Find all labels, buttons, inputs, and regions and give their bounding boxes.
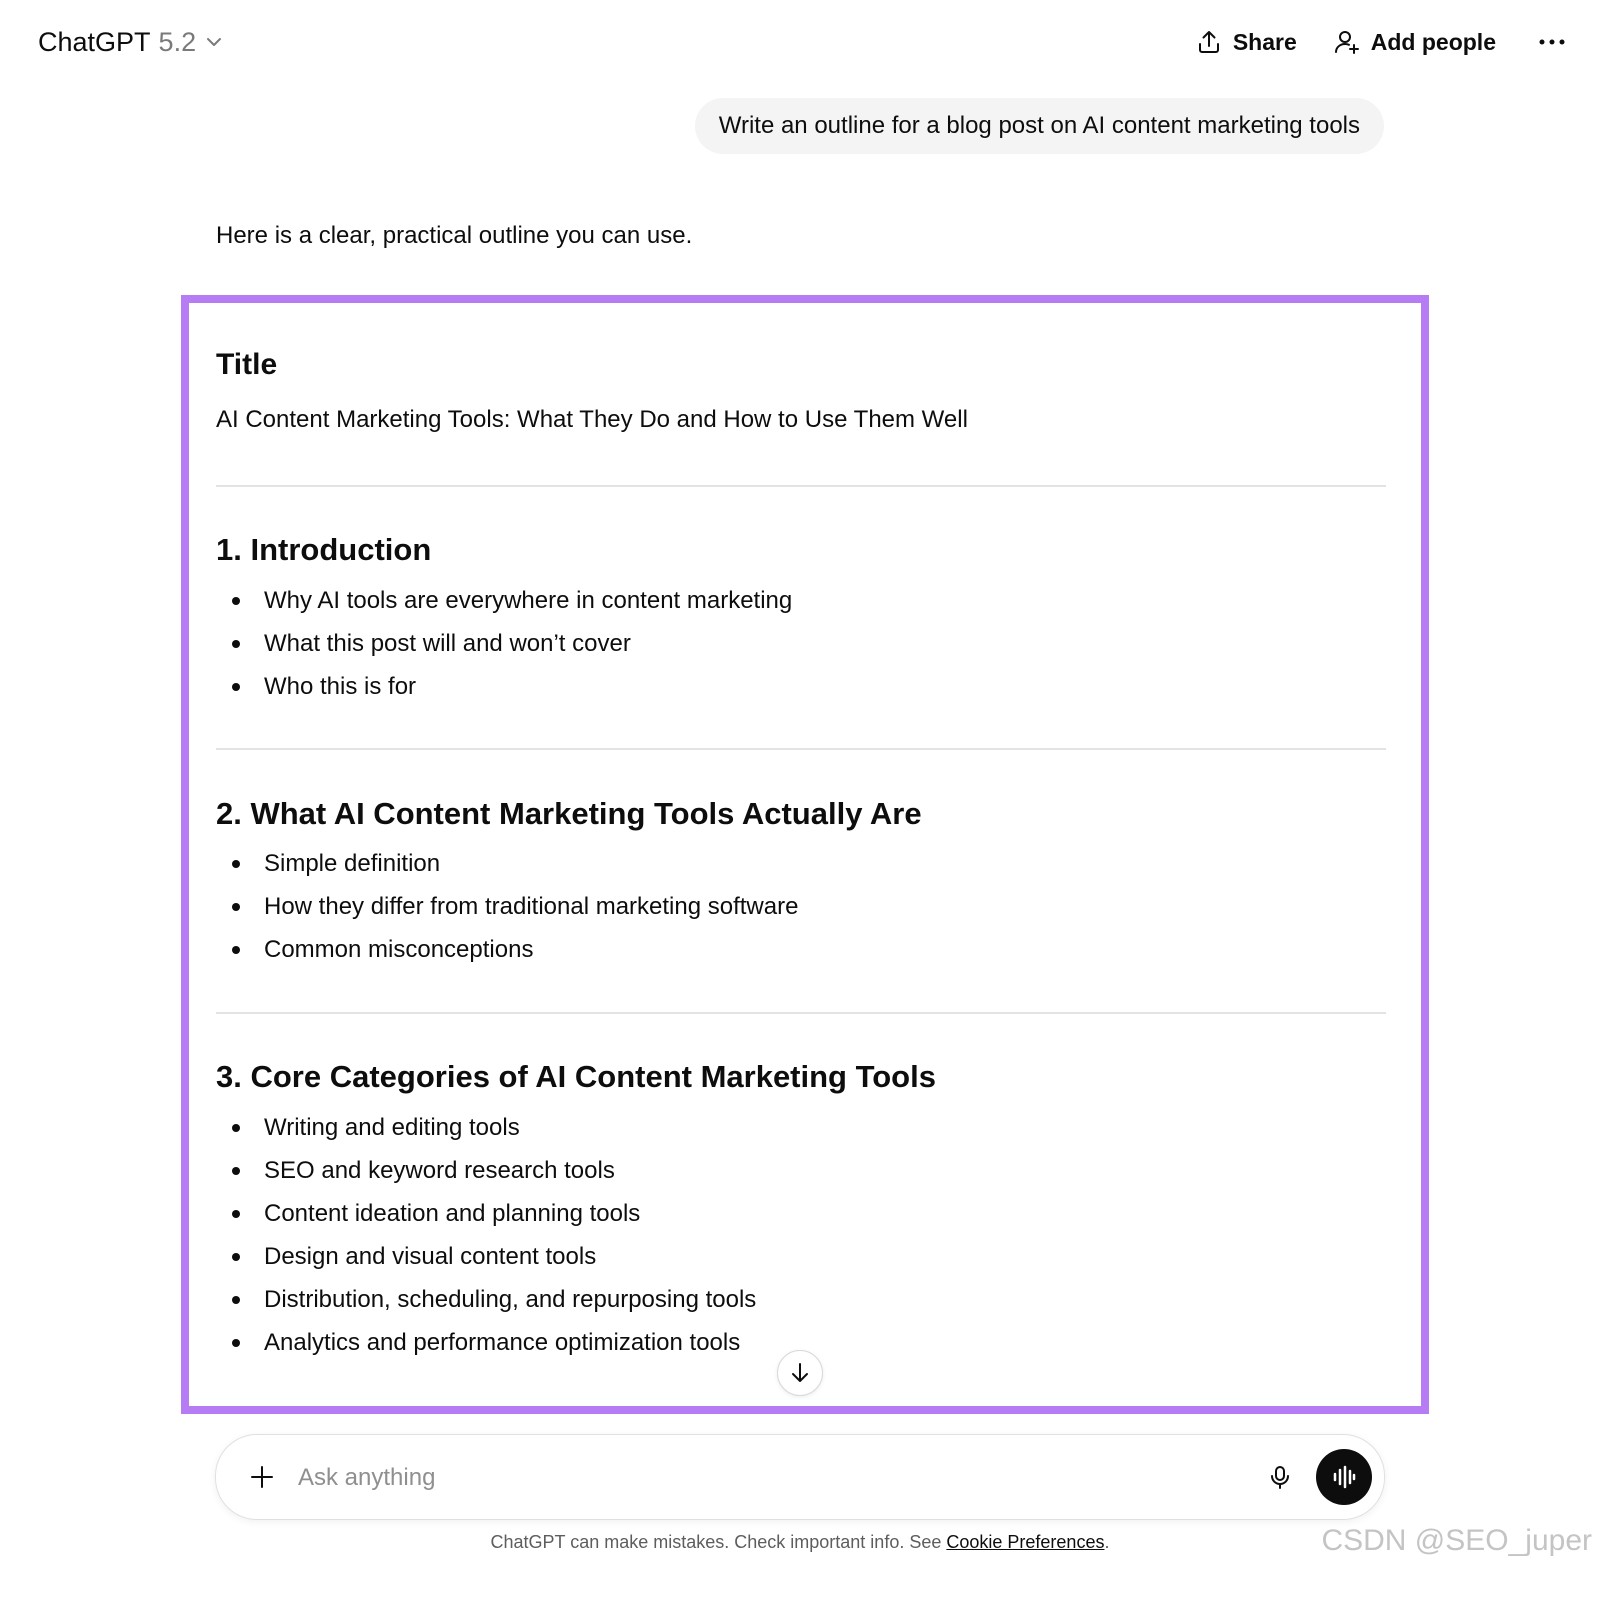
user-message-bubble	[695, 98, 1384, 154]
voice-mode-button[interactable]	[1316, 1449, 1372, 1505]
more-options-button[interactable]	[1532, 22, 1572, 62]
list-item: Analytics and performance optimization tools	[216, 1321, 756, 1364]
list-item: Common misconceptions	[216, 928, 798, 971]
more-icon	[1538, 38, 1566, 46]
user-message-text: Write an outline for a blog post on AI content marketing tools	[718, 112, 1360, 139]
section-bullet-list	[216, 579, 792, 708]
model-version: 5.2	[158, 26, 197, 57]
share-button[interactable]	[1195, 28, 1297, 56]
assistant-response	[216, 300, 1386, 1395]
list-item: Content ideation and planning tools	[216, 1192, 756, 1235]
outline-title-text: AI Content Marketing Tools: What They Do and How to Use Them Well	[216, 406, 968, 433]
chevron-down-icon	[204, 32, 224, 52]
list-item: SEO and keyword research tools	[216, 1149, 756, 1192]
top-bar	[0, 0, 1600, 84]
add-person-icon	[1333, 28, 1361, 56]
list-item: How they differ from traditional marketing software	[216, 885, 798, 928]
list-item: Design and visual content tools	[216, 1235, 756, 1278]
model-name: ChatGPT	[38, 26, 151, 57]
section-heading: 1. Introduction	[216, 532, 432, 567]
list-item: Why AI tools are everywhere in content marketing	[216, 579, 792, 622]
voice-wave-icon	[1330, 1463, 1358, 1491]
section-heading: 2. What AI Content Marketing Tools Actually Are	[216, 796, 922, 831]
add-people-button[interactable]	[1333, 28, 1496, 56]
disclaimer-suffix: .	[1104, 1532, 1110, 1552]
disclaimer-text: ChatGPT can make mistakes. Check important info. See	[490, 1532, 947, 1552]
section-divider	[216, 748, 1386, 750]
list-item: Distribution, scheduling, and repurposing tools	[216, 1278, 756, 1321]
list-item: What this post will and won’t cover	[216, 622, 792, 665]
scroll-to-bottom-button[interactable]	[777, 1350, 823, 1396]
assistant-intro-text: Here is a clear, practical outline you can use.	[216, 222, 693, 249]
plus-icon	[249, 1464, 275, 1490]
add-people-label: Add people	[1370, 28, 1496, 55]
cookie-preferences-link[interactable]: Cookie Preferences	[946, 1532, 1105, 1552]
list-item: Who this is for	[216, 665, 792, 708]
section-divider	[216, 485, 1386, 487]
model-selector[interactable]	[38, 22, 224, 62]
section-bullet-list	[216, 1106, 756, 1364]
list-item: Writing and editing tools	[216, 1106, 756, 1149]
watermark: CSDN @SEO_juper	[1321, 1524, 1592, 1557]
share-label: Share	[1232, 28, 1297, 55]
microphone-icon	[1267, 1464, 1293, 1490]
arrow-down-icon	[787, 1360, 813, 1386]
header-actions	[1195, 20, 1572, 64]
list-item: Simple definition	[216, 842, 798, 885]
outline-title-heading: Title	[216, 348, 278, 381]
message-input[interactable]	[296, 1455, 1220, 1501]
dictate-button[interactable]	[1260, 1457, 1300, 1497]
share-icon	[1195, 28, 1223, 56]
section-heading: 3. Core Categories of AI Content Marketing Tools	[216, 1059, 936, 1094]
add-attachment-button[interactable]	[242, 1457, 282, 1497]
section-divider	[216, 1012, 1386, 1014]
message-composer	[215, 1434, 1385, 1520]
section-bullet-list	[216, 842, 798, 971]
